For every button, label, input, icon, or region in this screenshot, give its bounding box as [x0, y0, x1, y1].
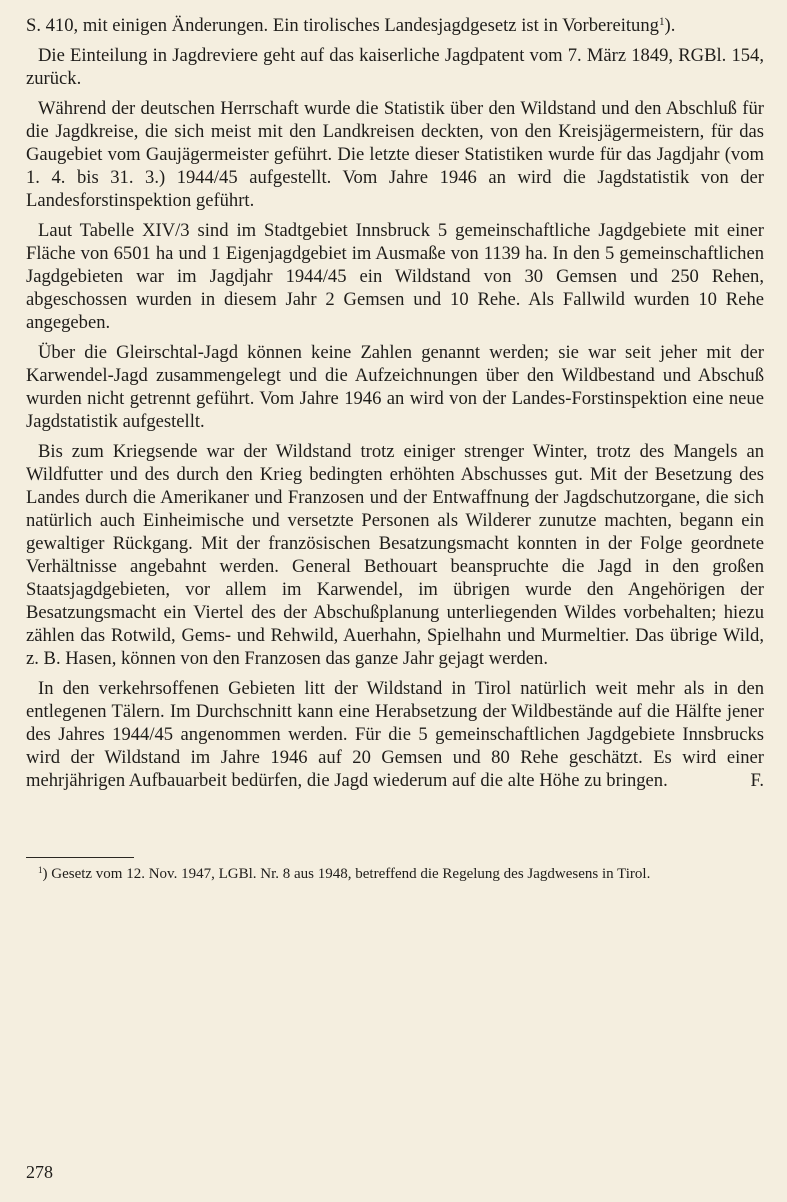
footnote	[26, 864, 764, 884]
paragraph-tail: ).	[664, 15, 676, 36]
footnote-marker: 1	[38, 865, 43, 876]
paragraph-2: Die Einteilung in Jagdreviere geht auf das kaiserliche Jagdpatent vom 7. März 1849, RGBl. 154, zurück.	[26, 45, 764, 89]
paragraph-5: Über die Gleirschtal-Jagd können keine Zahlen genannt werden; sie war seit jeher mit der Karwendel-Jagd zusammengelegt und die Aufzeichnungen über den Wildbestand und Abschuß wurden nicht getrennt geführt. Vom Jahre 1946 an wird von der Landes-Forstinspektion eine neue Jagdstatistik aufgestellt.	[26, 342, 764, 432]
paragraph-6: Bis zum Kriegsende war der Wildstand trotz einiger strenger Winter, trotz des Mangels an Wildfutter und des durch den Krieg bedingten erhöhten Abschusses gut. Mit der Besetzung des Landes durch die Amerikaner und Franzosen und der Entwaffnung der Jagdschutzorgane, die sich natürlich auch Einheimische und versetzte Personen als Wilderer zunutze machten, begann ein gewaltiger Rückgang. Mit der französischen Besatzungsmacht konnten in der Folge geordnete Verhältnisse angebahnt werden. General Bethouart beanspruchte die Jagd in den großen Staatsjagdgebieten, vor allem im Karwendel, im übrigen wurde den Angehörigen der Besatzungsmacht ein Viertel des der Abschußplanung unterliegenden Wildes vorbehalten; hiezu zählen das Rotwild, Gems- und Rehwild, Auerhahn, Spielhahn und Murmeltier. Das übrige Wild, z. B. Hasen, können von den Franzosen das ganze Jahr gejagt werden.	[26, 441, 764, 669]
page-number: 278	[26, 1162, 53, 1182]
paragraph-4: Laut Tabelle XIV/3 sind im Stadtgebiet Innsbruck 5 gemeinschaftliche Jagdgebiete mit einer Fläche von 6501 ha und 1 Eigenjagdgebiet im Ausmaße von 1139 ha. In den 5 gemeinschaftlichen Jagdgebieten war im Jagdjahr 1944/45 ein Wildstand von 30 Gemsen und 250 Rehen, abgeschossen wurden in diesem Jahr 2 Gemsen und 10 Rehe. Als Fallwild wurden 10 Rehe angegeben.	[26, 220, 764, 333]
author-initial: F.	[750, 770, 764, 791]
paragraph-1	[26, 14, 764, 37]
footnote-text: ) Gesetz vom 12. Nov. 1947, LGBl. Nr. 8 aus 1948, betreffend die Regelung des Jagdwesens in Tirol.	[42, 866, 651, 882]
paragraph-text: S. 410, mit einigen Änderungen. Ein tirolisches Landesjagdgesetz ist in Vorbereitung	[26, 15, 659, 36]
paragraph-3: Während der deutschen Herrschaft wurde die Statistik über den Wildstand und den Abschluß für die Jagdkreise, die sich meist mit den Landkreisen deckten, von den Kreisjägermeistern, für das Gaugebiet vom Gaujägermeister geführt. Die letzte dieser Statistiken wurde für das Jagdjahr (vom 1. 4. bis 31. 3.) 1944/45 aufgestellt. Vom Jahre 1946 an wird die Jagdstatistik von der Landesforstinspektion geführt.	[26, 98, 764, 211]
footnote-divider	[26, 857, 134, 858]
paragraph-7	[26, 677, 764, 792]
paragraph-text: In den verkehrsoffenen Gebieten litt der Wildstand in Tirol natürlich weit mehr als in den entlegenen Tälern. Im Durchschnitt kann eine Herabsetzung der Wildbestände auf die Hälfte jener des Jahres 1944/45 angenommen werden. Für die 5 gemeinschaftlichen Jagdgebiete Innsbrucks wird der Wildstand im Jahre 1946 auf 20 Gemsen und 80 Rehe geschätzt. Es wird einer mehrjährigen Aufbauarbeit bedürfen, die Jagd wiederum auf die alte Höhe zu bringen.	[26, 678, 764, 791]
body-text	[26, 14, 764, 799]
footnote-ref: 1	[658, 15, 665, 28]
